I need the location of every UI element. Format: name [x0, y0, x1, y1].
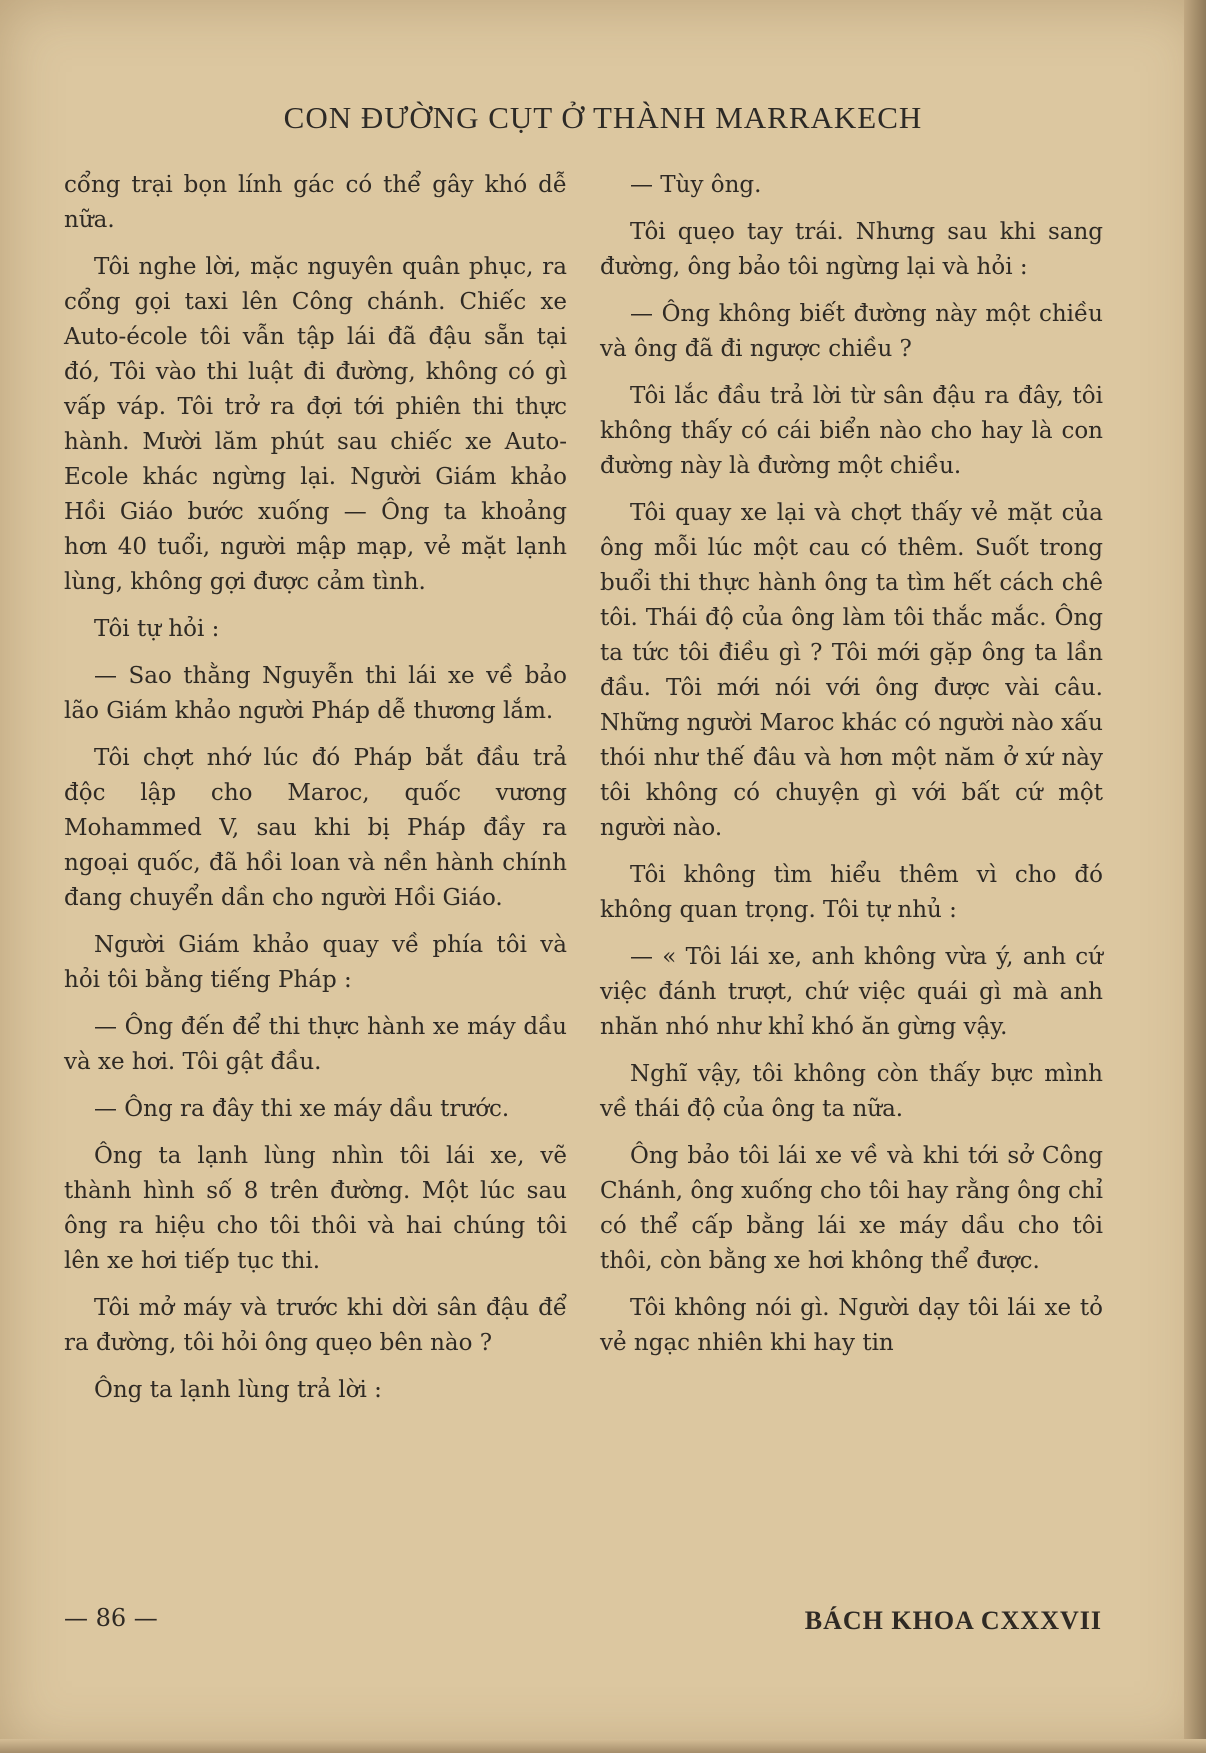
- magazine-issue: BÁCH KHOA CXXXVII: [804, 1606, 1102, 1635]
- paragraph: Tôi lắc đầu trả lời từ sân đậu ra đây, tôi không thấy có cái biển nào cho hay là con đường này là đường một chiều.: [600, 383, 1103, 479]
- left-text-column: [64, 168, 567, 1420]
- right-text-column: [600, 168, 1103, 1373]
- paragraph: Nghĩ vậy, tôi không còn thấy bực mình về thái độ của ông ta nữa.: [600, 1061, 1103, 1122]
- paragraph: Ông ta lạnh lùng nhìn tôi lái xe, vẽ thành hình số 8 trên đường. Một lúc sau ông ra hiệu cho tôi thôi và hai chúng tôi lên xe hơi tiếp tục thi.: [64, 1143, 567, 1274]
- paragraph: — « Tôi lái xe, anh không vừa ý, anh cứ việc đánh trượt, chứ việc quái gì mà anh nhăn nhó như khỉ khó ăn gừng vậy.: [600, 944, 1103, 1040]
- paragraph: Tôi quẹo tay trái. Nhưng sau khi sang đường, ông bảo tôi ngừng lại và hỏi :: [600, 219, 1103, 280]
- paragraph: Tôi tự hỏi :: [94, 616, 220, 642]
- paragraph: Ông bảo tôi lái xe về và khi tới sở Công Chánh, ông xuống cho tôi hay rằng ông chỉ có thể cấp bằng lái xe máy dầu cho tôi thôi, còn bằng xe hơi không thể được.: [600, 1143, 1103, 1274]
- paragraph: Tôi chợt nhớ lúc đó Pháp bắt đầu trả độc lập cho Maroc, quốc vương Mohammed V, sau khi bị Pháp đầy ra ngoại quốc, đã hồi loan và nền hành chính đang chuyển dần cho người Hồi Giáo.: [64, 745, 567, 911]
- paragraph: — Ông không biết đường này một chiều và ông đã đi ngược chiều ?: [600, 301, 1103, 362]
- page-header-title: CON ĐƯỜNG CỤT Ở THÀNH MARRAKECH: [283, 100, 923, 135]
- paragraph: — Tùy ông.: [630, 172, 762, 198]
- paragraph: Người Giám khảo quay về phía tôi và hỏi tôi bằng tiếng Pháp :: [64, 932, 567, 993]
- paragraph: Tôi không nói gì. Người dạy tôi lái xe tỏ vẻ ngạc nhiên khi hay tin: [600, 1295, 1103, 1356]
- paragraph: — Sao thằng Nguyễn thi lái xe về bảo lão Giám khảo người Pháp dễ thương lắm.: [64, 663, 567, 724]
- page-bottom-edge: [0, 1739, 1206, 1753]
- paragraph: Tôi nghe lời, mặc nguyên quân phục, ra cổng gọi taxi lên Công chánh. Chiếc xe Auto-école tôi vẫn tập lái đã đậu sẵn tại đó, Tôi vào thi luật đi đường, không có gì vấp váp. Tôi trở ra đợi tới phiên thi thực hành. Mười lăm phút sau chiếc xe Auto-Ecole khác ngừng lại. Người Giám khảo Hồi Giáo bước xuống — Ông ta khoảng hơn 40 tuổi, người mập mạp, vẻ mặt lạnh lùng, không gợi được cảm tình.: [64, 254, 567, 595]
- page-edge-shadow: [1184, 0, 1206, 1753]
- paragraph: — Ông ra đây thi xe máy dầu trước.: [94, 1096, 510, 1122]
- paragraph: cổng trại bọn lính gác có thể gây khó dễ nữa.: [64, 172, 567, 233]
- paragraph: Tôi quay xe lại và chợt thấy vẻ mặt của ông mỗi lúc một cau có thêm. Suốt trong buổi thi thực hành ông ta tìm hết cách chê tôi. Thái độ của ông làm tôi thắc mắc. Ông ta tức tôi điều gì ? Tôi mới gặp ông ta lần đầu. Tôi mới nói với ông được vài câu. Những người Maroc khác có người nào xấu thói như thế đâu và hơn một năm ở xứ này tôi không có chuyện gì với bất cứ một người nào.: [600, 500, 1103, 841]
- paragraph: — Ông đến để thi thực hành xe máy dầu và xe hơi. Tôi gật đầu.: [64, 1014, 567, 1075]
- paragraph: Ông ta lạnh lùng trả lời :: [94, 1377, 382, 1403]
- paragraph: Tôi không tìm hiểu thêm vì cho đó không quan trọng. Tôi tự nhủ :: [600, 862, 1103, 923]
- page-number: — 86 —: [64, 1604, 158, 1632]
- paragraph: Tôi mở máy và trước khi dời sân đậu để ra đường, tôi hỏi ông quẹo bên nào ?: [64, 1295, 567, 1356]
